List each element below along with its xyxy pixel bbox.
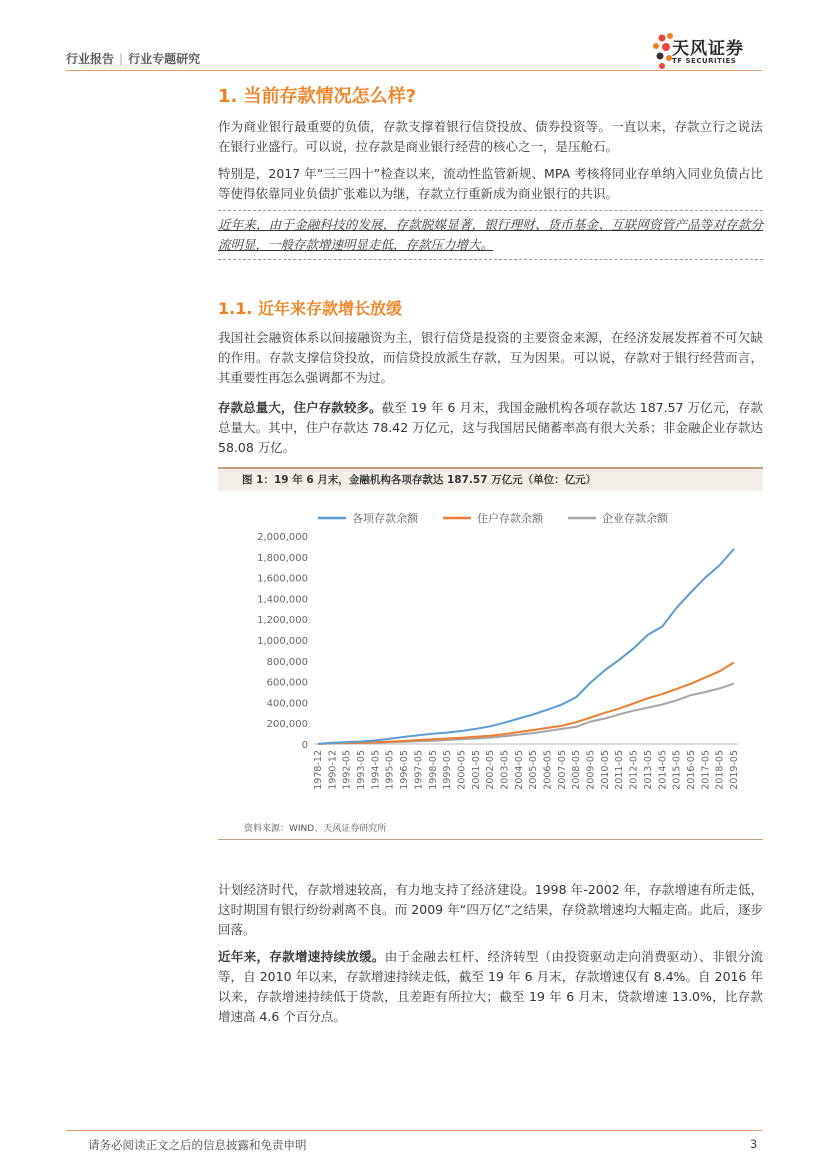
x-tick-label: 2010-05 <box>599 750 611 790</box>
section-1-1-heading: 1.1. 近年来存款增长放缓 <box>218 299 402 318</box>
figure-1-source: 资料来源：WIND、天风证券研究所 <box>244 824 387 834</box>
breadcrumb-separator: | <box>119 52 124 66</box>
section-1-1-paragraph-2 <box>218 398 763 458</box>
paragraph-2-lead: 存款总量大，住户存款较多。 <box>218 400 382 415</box>
section-1-highlight-paragraph: 近年来，由于金融科技的发展，存款脱媒显著，银行理财、货币基金、互联网资管产品等对存款分流明显，一般存款增速明显走低，存款压力增大。 <box>218 217 763 252</box>
company-logo-subtitle: TF SECURITIES <box>672 57 737 65</box>
series-line-0 <box>318 549 734 744</box>
x-tick-label: 2000-05 <box>456 750 468 790</box>
highlight-divider-top <box>218 210 763 211</box>
x-tick-label: 2006-05 <box>542 750 554 790</box>
paragraph-4-lead: 近年来，存款增速持续放缓。 <box>218 949 385 964</box>
x-tick-label: 1992-05 <box>341 750 353 790</box>
footer-disclaimer[interactable]: 请务必阅读正文之后的信息披露和免责申明 <box>88 1138 307 1152</box>
y-tick-label: 1,800,000 <box>257 552 308 564</box>
chart-x-axis <box>313 750 740 790</box>
chart-series <box>318 549 734 744</box>
y-tick-label: 1,200,000 <box>257 615 308 627</box>
x-tick-label: 2015-05 <box>671 750 683 790</box>
y-tick-label: 600,000 <box>266 677 308 689</box>
footer-divider <box>66 1130 762 1131</box>
company-logo-name: 天风证券 <box>672 39 744 59</box>
y-tick-label: 2,000,000 <box>257 532 308 543</box>
y-tick-label: 200,000 <box>266 719 308 731</box>
report-category: 行业报告 <box>66 52 115 66</box>
x-tick-label: 1997-05 <box>413 750 425 790</box>
x-tick-label: 2017-05 <box>700 750 712 790</box>
x-tick-label: 2007-05 <box>556 750 568 790</box>
x-tick-label: 1995-05 <box>384 750 396 790</box>
x-tick-label: 2008-05 <box>571 750 583 790</box>
x-tick-label: 2009-05 <box>585 750 597 790</box>
y-tick-label: 800,000 <box>266 656 308 668</box>
header-divider <box>66 70 762 71</box>
chart-legend <box>318 511 669 525</box>
series-line-2 <box>318 684 734 744</box>
x-tick-label: 1993-05 <box>356 750 367 790</box>
legend-label-0: 各项存款余额 <box>352 512 418 525</box>
x-tick-label: 2003-05 <box>499 750 511 790</box>
figure-1-title: 图 1：19 年 6 月末，金融机构各项存款达 187.57 万亿元（单位：亿元） <box>218 467 763 491</box>
report-subcategory: 行业专题研究 <box>128 52 201 66</box>
legend-label-1: 住户存款余额 <box>477 512 543 525</box>
series-line-1 <box>318 662 734 744</box>
y-tick-label: 1,600,000 <box>257 573 308 585</box>
section-1-1-paragraph-4 <box>218 947 763 1027</box>
y-tick-label: 1,000,000 <box>257 636 308 647</box>
x-tick-label: 1999-05 <box>442 750 454 790</box>
section-1-1-paragraph-1: 我国社会融资体系以间接融资为主，银行信贷是投资的主要资金来源，在经济发展发挥着不可欠缺的作用。存款支撑信贷投放，而信贷投放派生存款，互为因果。可以说，存款对于银行经营而言，其重要性再怎么强调都不为过。 <box>218 330 763 385</box>
section-1-heading: 1. 当前存款情况怎么样? <box>218 86 417 107</box>
y-tick-label: 400,000 <box>266 698 308 710</box>
x-tick-label: 1990-12 <box>327 750 339 790</box>
figure-1-chart <box>218 491 763 817</box>
x-tick-label: 1978-12 <box>313 750 324 790</box>
paragraph-4-body: 由于金融去杠杆、经济转型（由投资驱动走向消费驱动）、非银分流等，自 2010 年以来，存款增速持续走低，截至 19 年 6 月末，存款增速仅有 8.4%。自 2016 年以来，存款增速持续低于贷款，且差距有所拉大；截至 19 年 6 月末，贷款增速 13.0%，比存款增速高 4.6 个百分点。 <box>218 949 763 1024</box>
x-tick-label: 2018-05 <box>714 750 726 790</box>
report-breadcrumb <box>66 50 200 67</box>
highlight-divider-bottom <box>218 259 763 260</box>
section-1-paragraph-1: 作为商业银行最重要的负债，存款支撑着银行信贷投放、债券投资等。一直以来，存款立行之说法在银行业盛行。可以说，拉存款是商业银行经营的核心之一，是压舱石。 <box>218 119 763 154</box>
x-tick-label: 2019-05 <box>729 750 740 790</box>
x-tick-label: 2011-05 <box>614 750 626 790</box>
x-tick-label: 2002-05 <box>485 750 497 790</box>
x-tick-label: 2013-05 <box>642 750 654 790</box>
x-tick-label: 2012-05 <box>628 750 640 790</box>
paragraph-2-body: 截至 19 年 6 月末，我国金融机构各项存款达 187.57 万亿元，存款总量大。其中，住户存款达 78.42 万亿元，这与我国居民储蓄率高有很大关系；非金融企业存款达 58.08 万亿。 <box>218 400 763 455</box>
y-tick-label: 1,400,000 <box>257 594 308 606</box>
x-tick-label: 2004-05 <box>513 750 525 790</box>
section-1-1-paragraph-3: 计划经济时代，存款增速较高，有力地支持了经济建设。1998 年-2002 年，存款增速有所走低，这时期国有银行纷纷剥离不良。而 2009 年“四万亿”之结果，存贷款增速均大幅走高。此后，逐步回落。 <box>218 882 763 937</box>
figure-bottom-divider <box>218 839 763 840</box>
x-tick-label: 2005-05 <box>528 750 540 790</box>
chart-y-axis <box>257 532 738 751</box>
x-tick-label: 2014-05 <box>657 750 669 790</box>
legend-label-2: 企业存款余额 <box>602 512 668 525</box>
x-tick-label: 1994-05 <box>370 750 382 790</box>
x-tick-label: 1998-05 <box>427 750 439 790</box>
deposit-line-chart <box>218 491 763 817</box>
section-1-paragraph-2: 特别是，2017 年“三三四十”检查以来，流动性监管新规、MPA 考核将同业存单纳入同业负债占比等使得依靠同业负债扩张难以为继，存款立行重新成为商业银行的共识。 <box>218 166 763 201</box>
page-number: 3 <box>750 1137 758 1151</box>
x-tick-label: 2016-05 <box>686 750 697 790</box>
x-tick-label: 1996-05 <box>399 750 411 790</box>
y-tick-label: 0 <box>301 740 308 751</box>
x-tick-label: 2001-05 <box>470 750 482 790</box>
